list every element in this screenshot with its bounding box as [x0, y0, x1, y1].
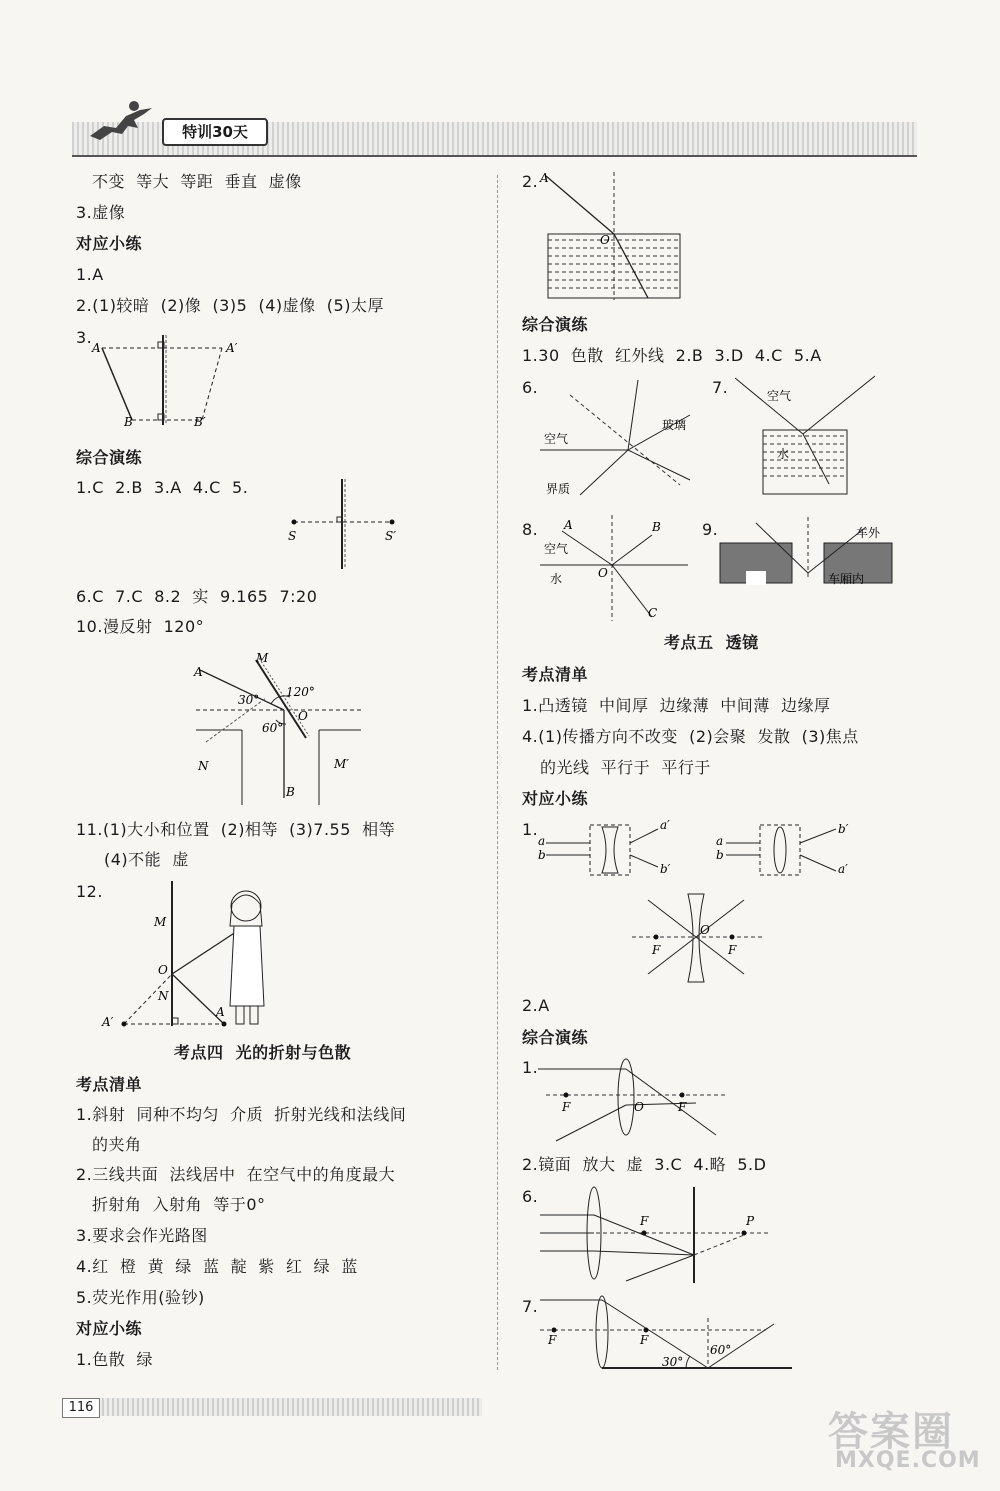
- figure-lens-mirror-7: [536, 1290, 796, 1372]
- text-line: 2.(1)较暗 (2)像 (3)5 (4)虚像 (5)太厚: [76, 296, 384, 315]
- section-heading: 综合演练: [522, 315, 589, 334]
- figure-label: 30°: [662, 1355, 684, 1369]
- text-line: 2.: [522, 172, 539, 191]
- figure-label: F: [640, 1333, 649, 1347]
- section-title: 考点五 透镜: [664, 633, 759, 652]
- figure-diffuse-reflection: [186, 650, 376, 810]
- figure-car-window: [716, 515, 896, 595]
- section-heading: 综合演练: [522, 1028, 589, 1047]
- figure-glass-refraction: [540, 375, 710, 500]
- text-line: 2.三线共面 法线居中 在空气中的角度最大: [76, 1165, 396, 1184]
- figure-label: B: [124, 415, 133, 429]
- text-line: 10.漫反射 120°: [76, 617, 205, 636]
- column-divider: [497, 175, 498, 1370]
- text-line: 1.A: [76, 265, 104, 284]
- figure-label: F: [640, 1214, 649, 1228]
- figure-label: b′: [838, 822, 849, 836]
- text-line: 1.C 2.B 3.A 4.C 5.: [76, 478, 249, 497]
- figure-label: 60°: [262, 721, 284, 735]
- text-line: 2.A: [522, 996, 550, 1015]
- text-line: 3.虚像: [76, 203, 126, 222]
- text-line: 3.要求会作光路图: [76, 1226, 208, 1245]
- text-line: 7.: [712, 378, 729, 397]
- figure-plane-mirror-ab: [90, 330, 250, 430]
- text-line: 1.30 色散 红外线 2.B 3.D 4.C 5.A: [522, 346, 822, 365]
- book-tag: 特训30天: [162, 118, 268, 146]
- figure-label: F: [562, 1100, 571, 1114]
- figure-girl-mirror: [96, 876, 286, 1036]
- figure-label: M′: [334, 757, 350, 771]
- page-number: 116: [62, 1398, 100, 1418]
- section-heading: 对应小练: [522, 789, 589, 808]
- figure-label: 水: [550, 572, 563, 586]
- figure-label: F: [548, 1333, 557, 1347]
- text-line: 9.: [702, 520, 719, 539]
- figure-lens-boxes: [536, 815, 866, 880]
- text-line: 5.荧光作用(验钞): [76, 1288, 205, 1307]
- figure-refraction-water: [536, 168, 686, 303]
- figure-label: O: [600, 233, 610, 247]
- figure-label: M: [154, 915, 167, 929]
- figure-label: O: [700, 923, 710, 937]
- figure-label: 空气: [544, 432, 569, 446]
- runner-logo-icon: [82, 98, 162, 148]
- figure-label: B: [286, 785, 295, 799]
- figure-label: a: [538, 834, 546, 848]
- figure-label: B: [652, 520, 661, 534]
- section-heading: 对应小练: [76, 234, 143, 253]
- figure-air-water-abc: [540, 513, 690, 623]
- text-line: 8.: [522, 520, 539, 539]
- figure-label: 空气: [767, 389, 792, 403]
- text-line: 12.: [76, 882, 103, 901]
- section-heading: 综合演练: [76, 448, 143, 467]
- text-line: 折射角 入射角 等于0°: [92, 1195, 266, 1214]
- section-heading: 考点清单: [76, 1075, 143, 1094]
- figure-label: A′: [226, 341, 238, 355]
- figure-label: O: [598, 566, 608, 580]
- text-line: 6.: [522, 1187, 539, 1206]
- section-heading: 考点清单: [522, 665, 589, 684]
- header-rule: [72, 155, 917, 157]
- figure-mirror-s: [282, 474, 412, 574]
- text-line: 1.: [522, 820, 539, 839]
- figure-convex-lens-1: [536, 1055, 736, 1145]
- text-line: 7.: [522, 1297, 539, 1316]
- figure-label: A: [92, 341, 101, 355]
- figure-label: A: [564, 518, 573, 532]
- figure-label: 120°: [286, 685, 315, 699]
- figure-label: a: [716, 834, 724, 848]
- figure-label: S: [288, 529, 297, 543]
- text-line: 6.: [522, 378, 539, 397]
- figure-label: 界质: [546, 482, 571, 496]
- section-heading: 对应小练: [76, 1319, 143, 1338]
- text-line: 4.红 橙 黄 绿 蓝 靛 紫 红 绿 蓝: [76, 1257, 358, 1276]
- text-line: 1.色散 绿: [76, 1350, 153, 1369]
- figure-label: 水: [777, 447, 790, 461]
- text-line: (4)不能 虚: [104, 850, 189, 869]
- text-line: 4.(1)传播方向不改变 (2)会聚 发散 (3)焦点: [522, 727, 859, 746]
- text-line: 11.(1)大小和位置 (2)相等 (3)7.55 相等: [76, 820, 396, 839]
- footer-band: [62, 1398, 482, 1416]
- figure-label: N: [198, 759, 209, 773]
- text-line: 3.: [76, 328, 93, 347]
- text-line: 2.镜面 放大 虚 3.C 4.略 5.D: [522, 1155, 767, 1174]
- figure-label: F: [728, 943, 737, 957]
- figure-concave-lens: [628, 890, 768, 990]
- figure-label: F: [652, 943, 661, 957]
- figure-label: 空气: [544, 542, 569, 556]
- figure-label: F: [678, 1100, 687, 1114]
- figure-label: N: [158, 989, 169, 1003]
- figure-label: P: [746, 1214, 755, 1228]
- text-line: 1.斜射 同种不均匀 介质 折射光线和法线间: [76, 1105, 407, 1124]
- figure-label: a′: [660, 818, 670, 832]
- section-title: 考点四 光的折射与色散: [174, 1043, 352, 1062]
- figure-label: A′: [102, 1015, 114, 1029]
- figure-label: B′: [194, 415, 206, 429]
- figure-label: O: [298, 709, 308, 723]
- text-line: 的夹角: [92, 1135, 142, 1154]
- figure-label: O: [634, 1100, 644, 1114]
- figure-label: 30°: [238, 693, 260, 707]
- text-line: 1.: [522, 1058, 539, 1077]
- figure-label: O: [158, 963, 168, 977]
- figure-label: b: [538, 848, 546, 862]
- figure-label: 车外: [856, 526, 881, 540]
- figure-label: 车厢内: [828, 572, 865, 586]
- figure-air-water: [735, 372, 885, 500]
- figure-label: 60°: [710, 1343, 732, 1357]
- text-line: 6.C 7.C 8.2 实 9.165 7:20: [76, 587, 318, 606]
- figure-label: A: [216, 1005, 225, 1019]
- figure-label: C: [648, 606, 658, 620]
- figure-label: M: [256, 651, 269, 665]
- figure-label: b′: [660, 862, 671, 876]
- figure-lens-mirror-6: [536, 1183, 776, 1288]
- watermark-url: MXQE.COM: [835, 1448, 981, 1473]
- figure-label: A: [540, 171, 549, 185]
- figure-label: b: [716, 848, 724, 862]
- figure-label: A: [194, 665, 203, 679]
- figure-label: S′: [385, 529, 396, 543]
- text-line: 的光线 平行于 平行于: [540, 758, 711, 777]
- figure-label: a′: [838, 862, 848, 876]
- watermark-logo: 答案圈: [828, 1409, 954, 1455]
- text-line: 1.凸透镜 中间厚 边缘薄 中间薄 边缘厚: [522, 696, 831, 715]
- figure-label: 玻璃: [662, 418, 687, 432]
- text-line: 不变 等大 等距 垂直 虚像: [92, 172, 302, 191]
